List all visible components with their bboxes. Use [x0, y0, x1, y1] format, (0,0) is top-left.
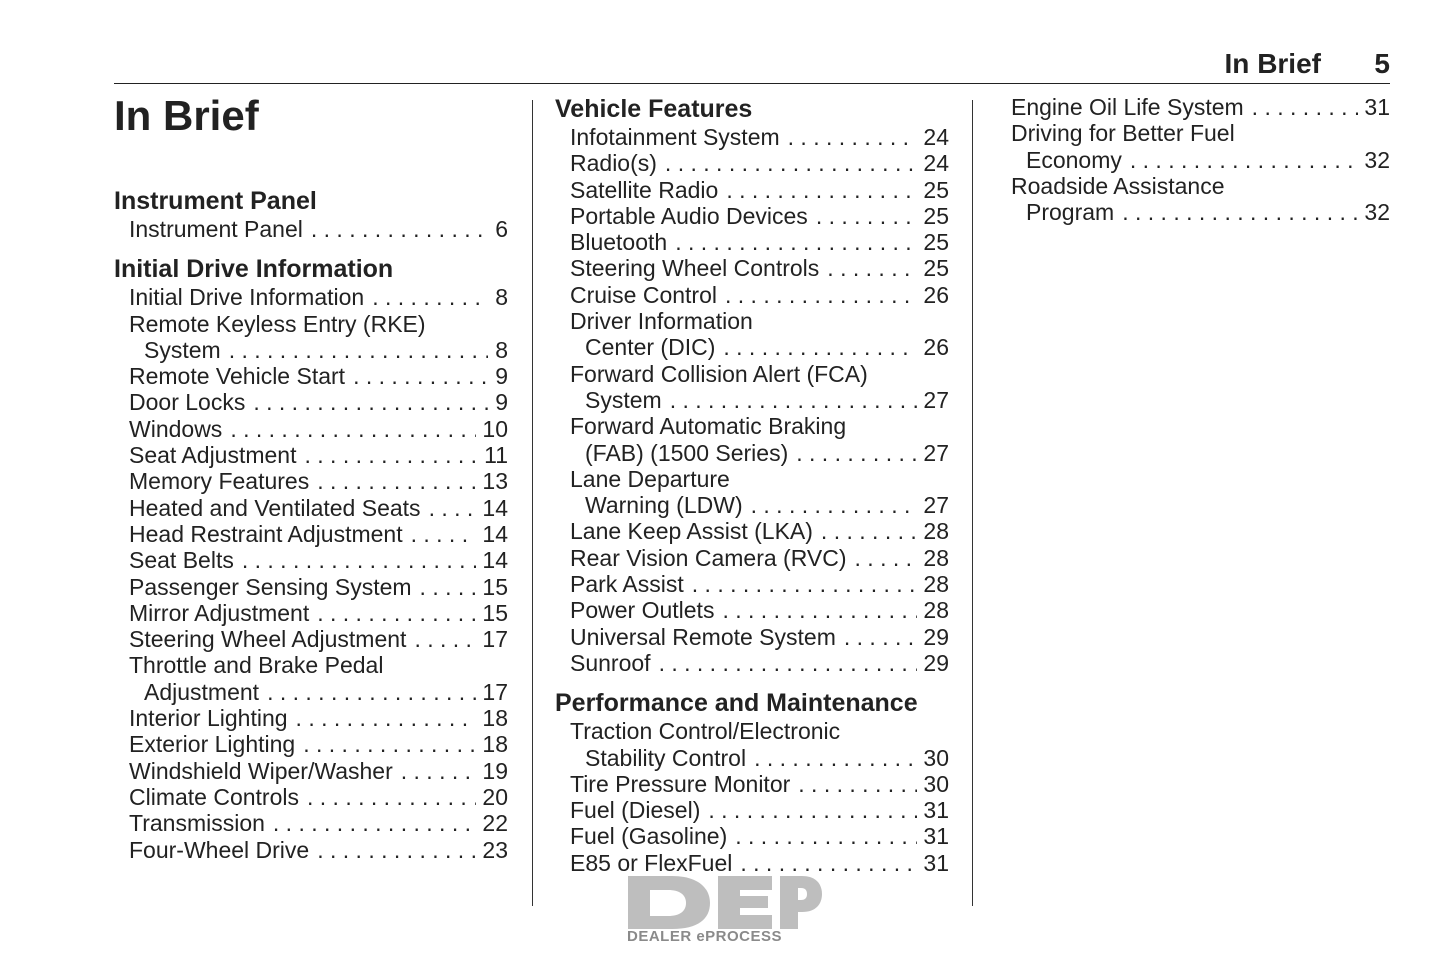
toc-entry-title: Interior Lighting: [129, 705, 288, 732]
toc-entry-line: [129, 337, 508, 363]
toc-entry-title: Driver Information: [570, 308, 753, 335]
toc-entry-line: [570, 124, 949, 150]
toc-entry[interactable]: [555, 571, 949, 597]
dot-leader: [414, 626, 476, 652]
toc-entry-title: Initial Drive Information: [129, 284, 365, 311]
toc-entry-title: Rear Vision Camera (RVC): [570, 544, 847, 571]
toc-entry-page: 24: [923, 150, 949, 177]
toc-entry[interactable]: [555, 518, 949, 544]
toc-entry-page: 17: [482, 626, 508, 653]
toc-entry[interactable]: [114, 521, 508, 547]
toc-entry[interactable]: [114, 652, 508, 705]
toc-entry-line: [570, 413, 949, 439]
toc-entry[interactable]: [555, 771, 949, 797]
dot-leader: [305, 442, 479, 468]
toc-entry-line: [1011, 199, 1390, 225]
toc-entry-line: [129, 442, 508, 468]
section-heading: Instrument Panel: [114, 187, 317, 215]
dot-leader: [267, 679, 476, 705]
toc-section: [114, 242, 508, 863]
toc-entry-page: 14: [482, 547, 508, 574]
toc-entry-title: Seat Belts: [129, 547, 234, 574]
toc-entry-line: [129, 679, 508, 705]
toc-entry-page: 8: [495, 284, 508, 311]
toc-entry-title: Seat Adjustment: [129, 442, 297, 469]
toc-entry[interactable]: [555, 361, 949, 414]
toc-entry-title: Cruise Control: [570, 281, 717, 308]
toc-entry-line: [570, 334, 949, 360]
toc-entry-line: [570, 361, 949, 387]
toc-entry-title: Radio(s): [570, 150, 657, 177]
dot-leader: [303, 731, 476, 757]
toc-entry-title: Roadside Assistance: [1011, 172, 1225, 199]
toc-entry-line: [570, 518, 949, 544]
toc-entry-title: Bluetooth: [570, 229, 668, 256]
toc-entry[interactable]: [555, 650, 949, 676]
toc-entry-page: 25: [923, 202, 949, 229]
toc-entry-title: Steering Wheel Controls: [570, 255, 820, 282]
toc-entry-title: Program: [1026, 199, 1115, 226]
dot-leader: [317, 468, 476, 494]
toc-entry-title: Mirror Adjustment: [129, 599, 310, 626]
toc-entry-line: [570, 771, 949, 797]
dot-leader: [725, 282, 917, 308]
toc-entry-title: Sunroof: [570, 649, 651, 676]
toc-section: [1011, 94, 1390, 225]
toc-entry-page: 31: [923, 849, 949, 876]
toc-entry-page: 24: [923, 124, 949, 150]
toc-entry-list: [555, 718, 949, 876]
toc-entry-line: [570, 797, 949, 823]
toc-entry[interactable]: [555, 308, 949, 361]
dot-leader: [726, 177, 917, 203]
toc-entry-title: Portable Audio Devices: [570, 202, 808, 229]
toc-entry-title: Forward Automatic Braking: [570, 413, 847, 440]
toc-entry-line: [129, 284, 508, 310]
toc-entry-line: [129, 784, 508, 810]
toc-entry-page: 28: [923, 518, 949, 545]
toc-entry[interactable]: [114, 784, 508, 810]
toc-entry-line: [129, 626, 508, 652]
toc-entry-title: Universal Remote System: [570, 623, 836, 650]
toc-entry-page: 27: [923, 492, 949, 519]
toc-entry-list: [1011, 94, 1390, 225]
dot-leader: [401, 758, 477, 784]
dot-leader: [242, 547, 477, 573]
toc-entry-title: Stability Control: [585, 744, 747, 771]
toc-entry-line: [129, 574, 508, 600]
toc-entry-list: [555, 124, 949, 676]
toc-entry-page: 6: [495, 216, 508, 242]
dot-leader: [317, 600, 476, 626]
toc-entry[interactable]: [555, 823, 949, 849]
dot-leader: [796, 440, 917, 466]
toc-entry-line: [570, 440, 949, 466]
toc-entry-line: [129, 468, 508, 494]
section-heading: Initial Drive Information: [114, 255, 394, 284]
toc-entry-title: Driving for Better Fuel: [1011, 120, 1235, 147]
dot-leader: [788, 124, 918, 150]
toc-entry-title: System: [144, 336, 221, 363]
dot-leader: [230, 416, 476, 442]
toc-entry-title: Park Assist: [570, 571, 684, 598]
toc-entry[interactable]: [114, 574, 508, 600]
dot-leader: [307, 784, 476, 810]
toc-entry-page: 30: [923, 770, 949, 797]
toc-entry-title: Lane Keep Assist (LKA): [570, 518, 813, 545]
toc-entry-line: [570, 492, 949, 518]
dot-leader: [723, 334, 917, 360]
toc-entry[interactable]: [555, 282, 949, 308]
toc-entry[interactable]: [555, 466, 949, 519]
toc-entry[interactable]: [114, 216, 508, 242]
toc-section: [555, 676, 949, 876]
dot-leader: [372, 284, 488, 310]
toc-entry-line: [570, 545, 949, 571]
toc-entry-line: [570, 150, 949, 176]
toc-entry-line: [129, 311, 508, 337]
toc-entry-title: Transmission: [129, 810, 265, 837]
toc-entry-page: 27: [923, 439, 949, 466]
dot-leader: [429, 495, 477, 521]
toc-entry[interactable]: [555, 545, 949, 571]
toc-entry-line: [129, 363, 508, 389]
toc-entry-line: [570, 745, 949, 771]
toc-entry-page: 10: [482, 415, 508, 442]
toc-entry-title: Satellite Radio: [570, 176, 719, 203]
toc-entry-page: 15: [482, 599, 508, 626]
toc-entry-page: 17: [482, 678, 508, 705]
toc-entry[interactable]: [114, 416, 508, 442]
toc-entry-title: Windshield Wiper/Washer: [129, 757, 393, 784]
toc-entry[interactable]: [555, 255, 949, 281]
toc-entry-page: 11: [484, 442, 508, 469]
toc-entry-title: Economy: [1026, 146, 1122, 173]
toc-entry[interactable]: [114, 705, 508, 731]
toc-entry[interactable]: [114, 389, 508, 415]
running-head: [114, 46, 1390, 84]
toc-entry[interactable]: [555, 797, 949, 823]
dot-leader: [273, 810, 477, 836]
dot-leader: [665, 150, 917, 176]
dot-leader: [253, 389, 488, 415]
dot-leader: [735, 823, 917, 849]
toc-entry-line: [129, 521, 508, 547]
toc-column-2: [555, 94, 949, 876]
toc-entry[interactable]: [1011, 120, 1390, 173]
dot-leader: [1122, 199, 1358, 225]
dot-leader: [311, 216, 488, 242]
toc-entry-page: 31: [923, 823, 949, 850]
toc-entry-title: Door Locks: [129, 389, 246, 416]
toc-entry-line: [129, 600, 508, 626]
toc-entry-line: [570, 177, 949, 203]
toc-entry[interactable]: [1011, 94, 1390, 120]
toc-entry-page: 27: [923, 386, 949, 413]
dot-leader: [754, 745, 917, 771]
dot-leader: [798, 771, 917, 797]
toc-entry-line: [129, 705, 508, 731]
toc-entry-list: [114, 216, 508, 242]
toc-entry-line: [129, 652, 508, 678]
toc-entry-page: 30: [923, 744, 949, 771]
toc-entry-title: Adjustment: [144, 678, 260, 705]
dot-leader: [827, 255, 917, 281]
toc-entry-page: 32: [1364, 199, 1390, 226]
toc-entry[interactable]: [114, 442, 508, 468]
toc-entry[interactable]: [114, 547, 508, 573]
toc-entry-line: [570, 823, 949, 849]
toc-entry-title: Instrument Panel: [129, 216, 303, 242]
toc-entry-title: Traction Control/Electronic: [570, 718, 841, 745]
toc-entry-page: 13: [482, 468, 508, 495]
dot-leader: [844, 624, 918, 650]
toc-entry-title: Memory Features: [129, 468, 310, 495]
toc-entry-line: [570, 229, 949, 255]
toc-entry-line: [1011, 120, 1390, 146]
chapter-title: In Brief: [114, 92, 259, 139]
dot-leader: [411, 521, 477, 547]
toc-entry-line: [570, 308, 949, 334]
toc-entry-page: 18: [482, 731, 508, 758]
toc-entry-page: 25: [923, 229, 949, 256]
toc-entry-line: [570, 718, 949, 744]
toc-entry-page: 15: [482, 573, 508, 600]
toc-entry[interactable]: [1011, 173, 1390, 226]
toc-entry[interactable]: [555, 150, 949, 176]
toc-entry-page: 25: [923, 176, 949, 203]
toc-entry-page: 14: [482, 520, 508, 547]
toc-entry-page: 26: [923, 281, 949, 308]
toc-entry-title: (FAB) (1500 Series): [585, 439, 789, 466]
toc-entry[interactable]: [114, 837, 508, 863]
dot-leader: [659, 650, 918, 676]
toc-entry-page: 18: [482, 705, 508, 732]
dot-leader: [1130, 147, 1359, 173]
toc-entry[interactable]: [114, 626, 508, 652]
toc-entry-title: Head Restraint Adjustment: [129, 520, 403, 547]
toc-entry-line: [570, 571, 949, 597]
dot-leader: [675, 229, 917, 255]
toc-entry-line: [1011, 147, 1390, 173]
toc-entry-title: Infotainment System: [570, 124, 780, 150]
toc-entry[interactable]: [114, 810, 508, 836]
toc-entry-page: 28: [923, 571, 949, 598]
toc-column-3: [1011, 94, 1390, 225]
dot-leader: [708, 797, 917, 823]
dot-leader: [296, 705, 477, 731]
toc-entry-title: Exterior Lighting: [129, 731, 296, 758]
dot-leader: [816, 203, 918, 229]
toc-entry-title: E85 or FlexFuel: [570, 849, 733, 876]
toc-entry[interactable]: [555, 229, 949, 255]
toc-entry-title: Remote Keyless Entry (RKE): [129, 310, 426, 337]
dot-leader: [855, 545, 918, 571]
toc-entry-title: Warning (LDW): [585, 492, 743, 519]
toc-entry-line: [129, 389, 508, 415]
toc-section: [114, 186, 508, 242]
toc-column-1: [114, 186, 508, 863]
toc-entry-page: 9: [495, 389, 508, 416]
toc-entry-page: 20: [482, 783, 508, 810]
dot-leader: [229, 337, 488, 363]
toc-entry-list: [114, 284, 508, 863]
toc-entry-line: [570, 597, 949, 623]
toc-entry-page: 28: [923, 544, 949, 571]
toc-entry[interactable]: [114, 600, 508, 626]
running-head-title: In Brief: [1224, 48, 1321, 79]
column-divider: [972, 100, 973, 906]
toc-entry[interactable]: [114, 363, 508, 389]
toc-entry-line: [570, 203, 949, 229]
toc-entry-line: [570, 624, 949, 650]
dot-leader: [353, 363, 488, 389]
toc-entry-line: [1011, 94, 1390, 120]
toc-entry-title: Remote Vehicle Start: [129, 363, 346, 390]
toc-entry-page: 29: [923, 649, 949, 676]
toc-entry[interactable]: [114, 284, 508, 310]
toc-entry-title: Passenger Sensing System: [129, 573, 412, 600]
page-number: 5: [1374, 48, 1390, 79]
dot-leader: [692, 571, 918, 597]
toc-entry[interactable]: [114, 758, 508, 784]
watermark-caption: DEALER ePROCESS: [627, 928, 783, 945]
toc-entry-line: [129, 731, 508, 757]
toc-entry-line: [129, 495, 508, 521]
toc-entry-title: Climate Controls: [129, 783, 299, 810]
dot-leader: [420, 574, 477, 600]
toc-entry-line: [570, 387, 949, 413]
toc-entry-title: Heated and Ventilated Seats: [129, 494, 421, 521]
dot-leader: [317, 837, 476, 863]
column-divider: [532, 100, 533, 906]
toc-entry-title: Engine Oil Life System: [1011, 94, 1244, 120]
dot-leader: [1252, 94, 1359, 120]
toc-entry-title: Fuel (Diesel): [570, 797, 701, 824]
toc-entry-line: [570, 650, 949, 676]
toc-entry-page: 31: [923, 797, 949, 824]
toc-entry-page: 25: [923, 255, 949, 282]
toc-entry-page: 31: [1364, 94, 1390, 120]
toc-entry-line: [129, 416, 508, 442]
toc-entry[interactable]: [114, 311, 508, 364]
toc-entry-title: Windows: [129, 415, 223, 442]
toc-entry-title: Lane Departure: [570, 465, 730, 492]
dot-leader: [722, 597, 917, 623]
toc-entry-page: 14: [482, 494, 508, 521]
toc-entry[interactable]: [114, 731, 508, 757]
toc-entry-page: 8: [495, 336, 508, 363]
dot-leader: [751, 492, 918, 518]
toc-entry-title: Fuel (Gasoline): [570, 823, 728, 850]
toc-entry-page: 23: [482, 836, 508, 863]
toc-entry[interactable]: [555, 203, 949, 229]
toc-entry[interactable]: [555, 177, 949, 203]
toc-entry[interactable]: [555, 413, 949, 466]
toc-entry-page: 9: [495, 363, 508, 390]
toc-entry-line: [129, 216, 508, 242]
toc-entry-page: 26: [923, 334, 949, 361]
dot-leader: [821, 518, 917, 544]
toc-entry-page: 28: [923, 597, 949, 624]
toc-entry-line: [129, 837, 508, 863]
toc-section: [555, 94, 949, 676]
toc-entry-title: Steering Wheel Adjustment: [129, 626, 407, 653]
toc-entry[interactable]: [555, 597, 949, 623]
toc-entry-title: System: [585, 386, 662, 413]
toc-entry-page: 22: [482, 810, 508, 837]
section-heading: Performance and Maintenance: [555, 689, 918, 718]
toc-entry-title: Power Outlets: [570, 597, 715, 624]
toc-entry-page: 19: [482, 757, 508, 784]
toc-entry-title: Center (DIC): [585, 334, 716, 361]
toc-entry-line: [570, 255, 949, 281]
toc-entry[interactable]: [114, 468, 508, 494]
section-gap: [555, 676, 949, 688]
toc-entry-line: [129, 810, 508, 836]
toc-entry[interactable]: [555, 624, 949, 650]
toc-entry-line: [1011, 173, 1390, 199]
toc-entry-line: [570, 466, 949, 492]
toc-entry[interactable]: [555, 124, 949, 150]
toc-entry-title: Tire Pressure Monitor: [570, 770, 791, 797]
toc-entry-page: 29: [923, 623, 949, 650]
dot-leader: [670, 387, 918, 413]
section-heading: Vehicle Features: [555, 95, 753, 123]
toc-entry-title: Four-Wheel Drive: [129, 836, 310, 863]
section-gap: [114, 242, 508, 254]
toc-entry[interactable]: [114, 495, 508, 521]
toc-entry-line: [129, 547, 508, 573]
toc-entry-title: Throttle and Brake Pedal: [129, 652, 384, 679]
toc-entry-line: [129, 758, 508, 784]
toc-entry-page: 32: [1364, 146, 1390, 173]
toc-entry-title: Forward Collision Alert (FCA): [570, 360, 868, 387]
toc-entry[interactable]: [555, 718, 949, 771]
toc-entry-line: [570, 282, 949, 308]
